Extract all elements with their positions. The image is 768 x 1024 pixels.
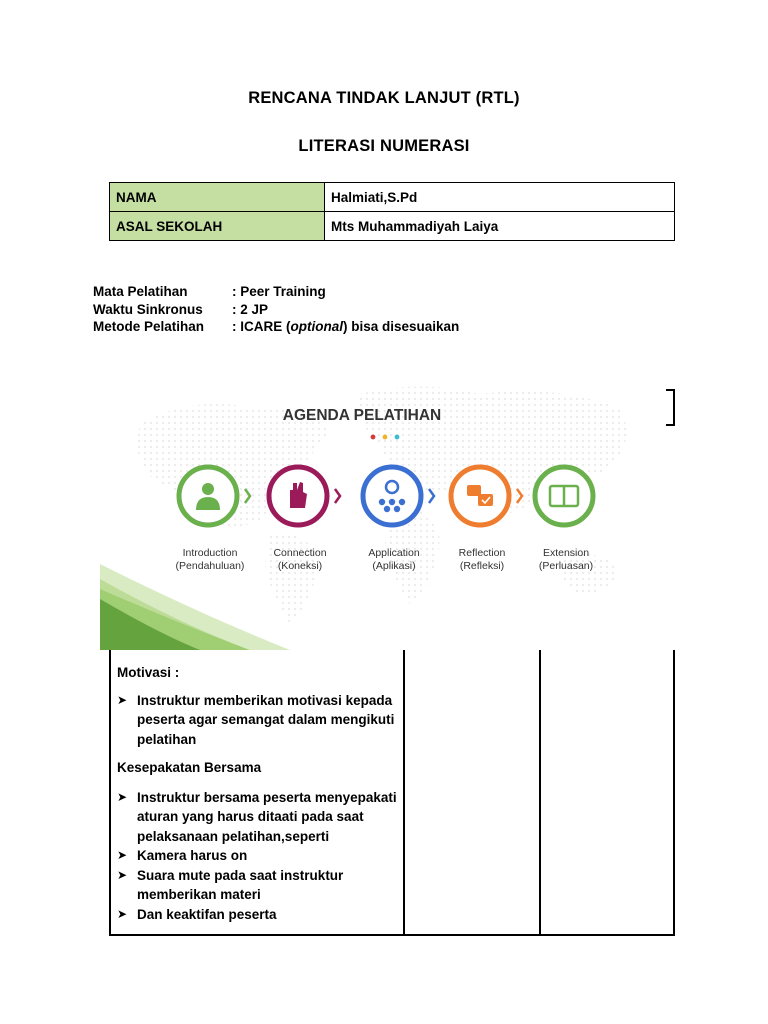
list-item [117, 846, 402, 866]
table-border [666, 424, 675, 426]
table-border [673, 389, 675, 425]
table-border [109, 650, 111, 936]
list-item [117, 691, 402, 750]
training-meta [93, 283, 459, 336]
arrow-bullet-icon: ➤ [117, 789, 128, 804]
metode-label: Metode Pelatihan [93, 319, 205, 334]
step-circle [363, 467, 421, 525]
bullet-text: Kamera harus on [137, 848, 248, 863]
dot-decoration [395, 435, 400, 440]
step-sub: (Perluasan) [538, 560, 594, 572]
kesepakatan-heading: Kesepakatan Bersama [117, 760, 262, 775]
arrow-bullet-icon: ➤ [117, 692, 128, 707]
list-item [117, 905, 402, 925]
mata-label: Mata Pelatihan [93, 284, 188, 299]
dot-decoration [383, 435, 388, 440]
metode-value: : ICARE (optional) bisa disesuaikan [232, 319, 460, 334]
step-sub: (Aplikasi) [372, 560, 416, 572]
bullet-text: Dan keaktifan peserta [137, 906, 277, 922]
agenda-title: AGENDA PELATIHAN [282, 407, 442, 424]
kesepakatan-list [117, 788, 402, 925]
table-border [109, 934, 675, 936]
name-value: Halmiati,S.Pd [325, 183, 675, 212]
school-value: Mts Muhammadiyah Laiya [325, 212, 675, 241]
list-item [117, 866, 402, 905]
waktu-value: : 2 JP [232, 301, 269, 317]
activity-content [117, 663, 402, 924]
step-circle [179, 467, 237, 525]
step-sub: (Pendahuluan) [175, 560, 245, 572]
arrow-bullet-icon: ➤ [117, 867, 128, 882]
bullet-text: Suara mute pada saat instruktur memberikan materi [137, 867, 344, 902]
motivasi-bullet: Instruktur memberikan motivasi kepada peserta agar semangat dalam mengikuti pelatihan [137, 692, 395, 747]
step-sub: (Koneksi) [277, 560, 323, 572]
identity-table [109, 182, 675, 241]
table-border [403, 650, 405, 936]
table-row [110, 212, 675, 241]
table-border [539, 650, 541, 936]
step-sub: (Refleksi) [459, 560, 505, 572]
step-name: Reflection [458, 547, 506, 559]
arrow-bullet-icon: ➤ [117, 906, 128, 921]
arrow-bullet-icon: ➤ [117, 848, 128, 862]
waktu-label: Waktu Sinkronus [93, 301, 203, 317]
document-title: RENCANA TINDAK LANJUT (RTL) [248, 89, 520, 107]
agenda-step [535, 467, 593, 572]
dot-decoration [371, 435, 376, 440]
table-border [673, 650, 675, 936]
step-name: Introduction [182, 547, 238, 559]
agenda-graphic [100, 354, 664, 650]
agenda-banner [100, 354, 664, 650]
step-name: Extension [542, 547, 590, 559]
document-subtitle: LITERASI NUMERASI [298, 137, 470, 155]
bullet-text: Instruktur bersama peserta menyepakati aturan yang harus ditaati pada saat pelaksanaan pelatihan,seperti [137, 789, 397, 844]
mata-value: : Peer Training [232, 284, 326, 299]
table-row [110, 183, 675, 212]
list-item [117, 788, 402, 847]
step-name: Connection [273, 547, 327, 559]
step-name: Application [368, 547, 420, 559]
motivasi-heading: Motivasi : [117, 665, 180, 680]
school-label: ASAL SEKOLAH [110, 212, 325, 241]
name-label: NAMA [110, 183, 325, 212]
